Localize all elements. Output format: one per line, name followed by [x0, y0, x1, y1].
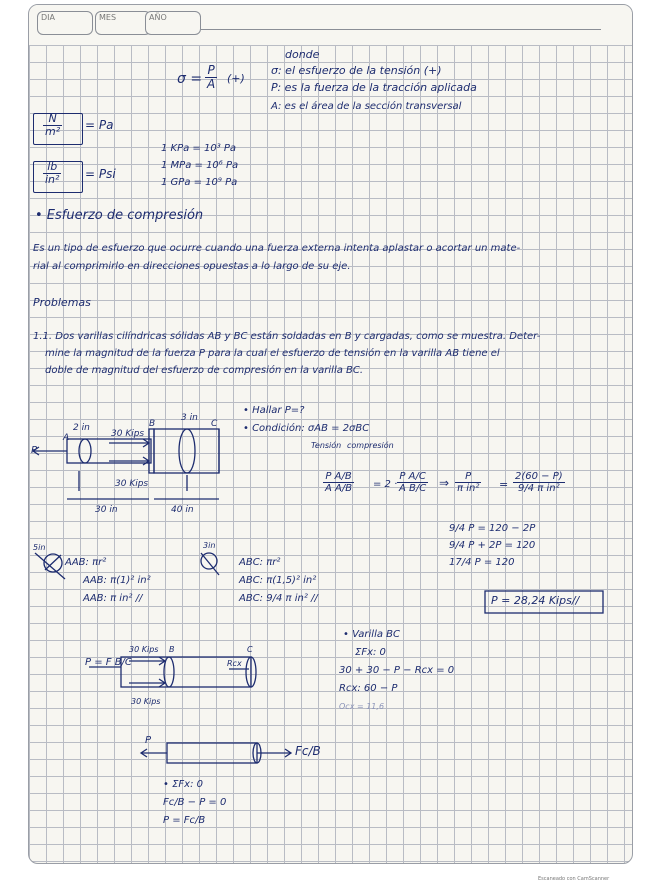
- frac-num: 2(60 − P): [515, 471, 563, 482]
- varilla-bc-heading: • Varilla BC: [343, 629, 401, 640]
- area-ab-line-3: AAB: π in² //: [83, 593, 143, 604]
- notebook-page: [28, 4, 633, 864]
- area-ab-line-1: AAB: πr²: [65, 557, 107, 568]
- definition-sigma: σ: el esfuerzo de la tensión (+): [271, 64, 442, 77]
- section-heading: • Esfuerzo de compresión: [35, 208, 204, 223]
- section-text-line-1: Es un tipo de esfuerzo que ocurre cuando una fuerza externa intenta aplastar o acortar un mate-: [33, 243, 521, 254]
- fbd2-equation-1: Fc/B − P = 0: [163, 797, 227, 808]
- compresion-label: compresión: [347, 441, 394, 450]
- frac-den: A B/C: [399, 483, 427, 494]
- definition-area: A: es el área de la sección transversal: [271, 101, 462, 112]
- fbd2-rod: [167, 743, 257, 763]
- fig-label-p: P: [31, 445, 38, 456]
- conversion-mpa: 1 MPa = 10⁶ Pa: [161, 160, 239, 171]
- area-bc-line-1: ABC: πr²: [239, 557, 281, 568]
- fbd2-p-label: P: [145, 735, 152, 746]
- length-left-label: 30 in: [95, 505, 118, 515]
- unit-den: m²: [45, 125, 61, 139]
- algebra-step-1: 9/4 P = 120 − 2P: [449, 523, 536, 534]
- tension-label: Tensión: [311, 441, 342, 450]
- problem-line-1: 1.1. Dos varillas cilíndricas sólidas AB y BC están soldadas en B y cargadas, como se muestra. Deter-: [33, 331, 541, 342]
- hallar-label: • Hallar P=?: [243, 405, 305, 416]
- algebra-step-2: 9/4 P + 2P = 120: [449, 540, 536, 551]
- fbd-equation-c: Ocx = 11,6: [339, 702, 385, 711]
- length-right-label: 40 in: [171, 505, 194, 515]
- unit-pascal: = Pa: [85, 118, 114, 132]
- fig-label-c: C: [211, 419, 218, 429]
- frac-den: 9/4 π in²: [518, 483, 560, 494]
- problems-heading: Problemas: [33, 296, 91, 309]
- fbd2-f-label: Fc/B: [295, 744, 321, 758]
- frac-den: π in²: [457, 483, 480, 494]
- fraction-denominator: A: [207, 77, 216, 92]
- eq-frac-pac: [397, 471, 428, 494]
- conversion-kpa: 1 KPa = 10³ Pa: [161, 143, 237, 154]
- eq-frac-pab: [323, 471, 354, 494]
- eq-two-times: = 2 ·: [373, 479, 398, 490]
- area-ab-line-2: AAB: π(1)² in²: [83, 575, 151, 586]
- year-box: AÑO: [145, 11, 201, 35]
- fbd-equation-b: Rcx: 60 − P: [339, 683, 398, 694]
- section-right-dim: 3in: [203, 541, 216, 550]
- fbd-p-label: P = F B/C: [85, 657, 132, 668]
- definition-force: P: es la fuerza de la tracción aplicada: [271, 81, 477, 94]
- rod-bc-section: [179, 429, 195, 473]
- load-bottom-label: 30 Kips: [115, 479, 149, 489]
- implies-arrow: ⇒: [439, 476, 450, 490]
- fbd-equation-a: 30 + 30 − P − Rcx = 0: [339, 665, 455, 676]
- fraction-numerator: P: [205, 64, 217, 78]
- frac-num: P A/C: [397, 471, 428, 483]
- unit-den: in²: [45, 173, 60, 187]
- fbd-label-c: C: [247, 645, 253, 654]
- sign-note: (+): [227, 72, 245, 85]
- frac-den: A A/B: [325, 483, 353, 494]
- eq-frac-p: [455, 471, 481, 494]
- scanner-watermark: Escaneado con CamScanner: [538, 876, 610, 882]
- area-bc-line-3: ABC: 9/4 π in² //: [239, 593, 318, 604]
- result-value: P = 28,24 Kips//: [491, 594, 580, 607]
- load-top-label: 30 Kips: [111, 429, 145, 439]
- month-box: MES: [95, 11, 151, 35]
- fbd-rod-section-b: [164, 657, 174, 687]
- rod-ab-end: [79, 439, 91, 463]
- conversion-gpa: 1 GPa = 10⁹ Pa: [161, 177, 238, 188]
- problem-line-2: mine la magnitud de la fuerza P para la cual el esfuerzo de tensión en la varilla AB tiene el: [45, 348, 500, 359]
- diam-left-label: 2 in: [73, 423, 90, 433]
- day-box: DIA: [37, 11, 93, 35]
- condicion-label: • Condición: σAB = 2σBC: [243, 423, 370, 434]
- fbd-label-b: B: [169, 645, 175, 654]
- frac-num: P A/B: [323, 471, 354, 483]
- fbd-sum-forces: ΣFx: 0: [355, 647, 386, 658]
- fbd-load-top-label: 30 Kips: [129, 645, 159, 654]
- area-bc-line-2: ABC: π(1,5)² in²: [239, 575, 317, 586]
- fig-label-b: B: [149, 419, 156, 429]
- diam-right-label: 3 in: [181, 413, 198, 423]
- problem-line-3: doble de magnitud del esfuerzo de compresión en la varilla BC.: [45, 365, 364, 376]
- donde-label: donde: [285, 48, 320, 61]
- unit-num: lb: [43, 161, 61, 174]
- eq-frac-rhs: [513, 471, 565, 494]
- eq-equals: =: [499, 478, 509, 491]
- fig-label-a: A: [63, 433, 70, 443]
- rod-bc: [154, 429, 219, 473]
- section-cut-ab: [35, 553, 65, 579]
- fbd-load-bottom-label: 30 Kips: [131, 697, 161, 706]
- section-text-line-2: rial al comprimirlo en direcciones opuestas a lo largo de su eje.: [33, 261, 351, 272]
- frac-num: P: [455, 471, 481, 483]
- fbd2-sum: • ΣFx: 0: [163, 779, 203, 790]
- section-left-dim: 5in: [33, 543, 46, 552]
- unit-psi: = Psi: [85, 167, 116, 181]
- sigma-formula: σ =: [177, 71, 203, 87]
- algebra-step-3: 17/4 P = 120: [449, 557, 515, 568]
- fbd-rcx-label: Rcx: [227, 659, 242, 668]
- fbd2-equation-2: P = Fc/B: [163, 815, 206, 826]
- unit-num: N: [43, 113, 62, 126]
